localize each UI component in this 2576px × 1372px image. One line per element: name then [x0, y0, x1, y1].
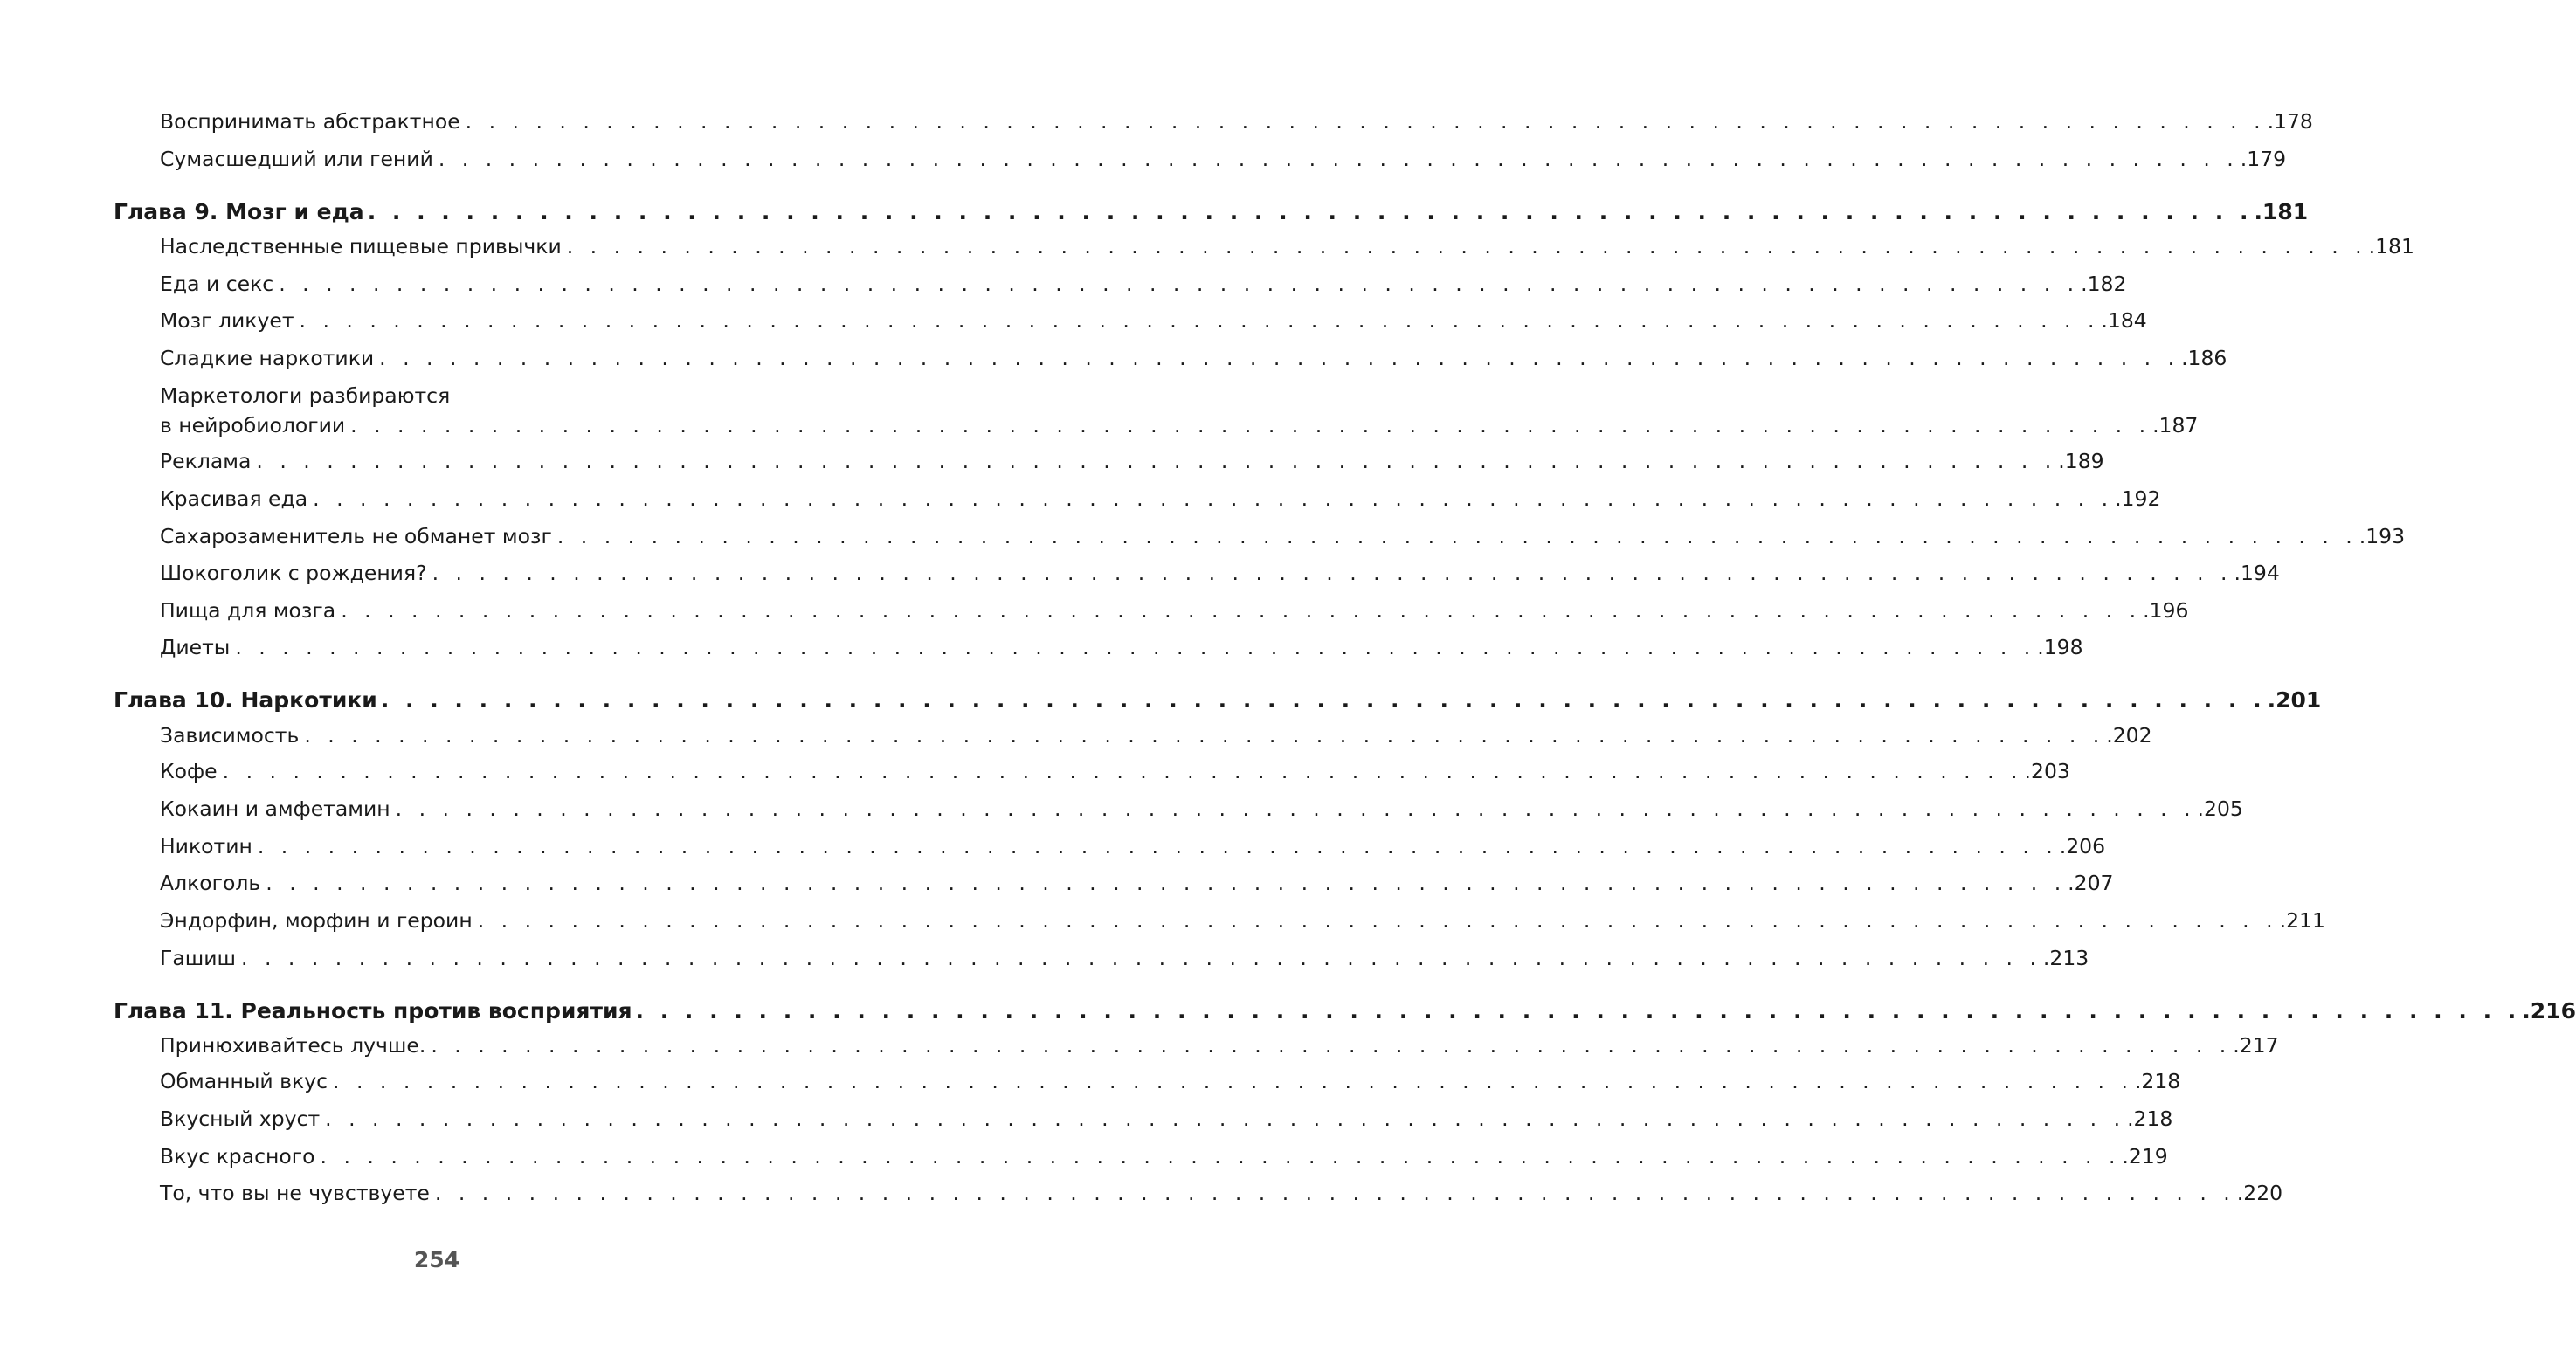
toc-entry-title: Зависимость: [160, 723, 300, 748]
dot-leader: . . . . . . . . . . . . . . . . . . . . . . . . . . . . . . . . . . . . . . . . . . . . . . . . . . . . . . . . . . . . . . . . . . . . . . . . . . . . .: [438, 147, 2239, 171]
toc-entry-title: Мозг ликует: [160, 308, 294, 333]
toc-entry: [160, 598, 2189, 623]
toc-page-number: .187: [2152, 413, 2199, 438]
toc-page-number: .201: [2267, 687, 2322, 713]
toc-entry-title: Диеты: [160, 635, 231, 659]
toc-page-number: .196: [2143, 598, 2189, 623]
toc-chapter-heading: [114, 998, 2576, 1024]
dot-leader: . . . . . . . . . . . . . . . . . . . . . . . . . . . . . . . . . . . . . . . . . . . . . . . . . . . . . . . . . . . . . . . . . . . . . . . . . . . . .: [266, 871, 2067, 895]
toc-page-number: .219: [2122, 1144, 2168, 1169]
dot-leader: . . . . . . . . . . . . . . . . . . . . . . . . . . . . . . . . . . . . . . . . . . . . . . . . . . . . . . . . . . . . . . . . . . . . . . . . . . . . .: [333, 1069, 2133, 1093]
toc-entry-title: Гашиш: [160, 946, 237, 970]
toc-entry: [160, 308, 2147, 333]
toc-entry: [160, 272, 2127, 296]
toc-page-number: .181: [2368, 234, 2414, 259]
dot-leader: . . . . . . . . . . . . . . . . . . . . . . . . . . . . . . . . . . . . . . . . . . . . . . . . . . . . . . . . . . . . . . . . . . . . . . . . . . . . .: [367, 199, 2253, 224]
dot-leader: . . . . . . . . . . . . . . . . . . . . . . . . . . . . . . . . . . . . . . . . . . . . . . . . . . . . . . . . . . . . . . . . . . . . . . . . . . . . .: [379, 346, 2180, 370]
toc-entry-title: Воспринимать абстрактное: [160, 109, 460, 134]
toc-entry-title: Алкоголь: [160, 871, 261, 895]
toc-entry: [160, 234, 2414, 259]
dot-leader: . . . . . . . . . . . . . . . . . . . . . . . . . . . . . . . . . . . . . . . . . . . . . . . . . . . . . . . . . . . . . . . . . . . . . . . . . . . . .: [279, 272, 2080, 296]
toc-page-number: .220: [2236, 1181, 2283, 1205]
toc-entry: [160, 524, 2406, 548]
toc-page-number: .193: [2358, 524, 2406, 548]
dot-leader: . . . . . . . . . . . . . . . . . . . . . . . . . . . . . . . . . . . . . . . . . . . . . . . . . . . . . . . . . . . . . . . . . . . . . . . . . . . . .: [235, 635, 2036, 659]
toc-page-number: .178: [2267, 109, 2313, 134]
toc-entry-title: Глава 11. Реальность против восприятия: [114, 998, 632, 1024]
dot-leader: . . . . . . . . . . . . . . . . . . . . . . . . . . . . . . . . . . . . . . . . . . . . . . . . . . . . . . . . . . . . . . . . . . . . . . . . . . . . .: [380, 687, 2266, 713]
toc-entry-title: Еда и секс: [160, 272, 274, 296]
toc-page-number: .179: [2240, 147, 2287, 171]
toc-page-number: .189: [2058, 449, 2104, 473]
dot-leader: . . . . . . . . . . . . . . . . . . . . . . . . . . . . . . . . . . . . . . . . . . . . . . . . . . . . . . . . . . . . . . . . . . . . . . . . . . . . .: [222, 759, 2023, 783]
toc-entry: [160, 946, 2089, 970]
toc-entry: [160, 147, 2287, 171]
dot-leader: . . . . . . . . . . . . . . . . . . . . . . . . . . . . . . . . . . . . . . . . . . . . . . . . . . . . . . . . . . . . . . . . . . . . . . . . . . . . .: [257, 834, 2058, 858]
toc-page-number: .216: [2522, 998, 2576, 1024]
toc-page-number: .206: [2059, 834, 2106, 858]
toc-page-number: .205: [2197, 796, 2243, 821]
toc-entry: [160, 635, 2083, 659]
dot-leader: . . . . . . . . . . . . . . . . . . . . . . . . . . . . . . . . . . . . . . . . . . . . . . . . . . . . . . . . . . . . . . . . . . . . . . . . . . . . .: [465, 109, 2266, 134]
toc-entry-title: Эндорфин, морфин и героин: [160, 908, 473, 933]
toc-page-number: .186: [2181, 346, 2227, 370]
toc-entry: [160, 908, 2325, 933]
toc-entry-title: Никотин: [160, 834, 252, 858]
toc-entry: [160, 1069, 2181, 1093]
dot-leader: . . . . . . . . . . . . . . . . . . . . . . . . . . . . . . . . . . . . . . . . . . . . . . . . . . . . . . . . . . . . . . . . . . . . . . . . . . . . .: [556, 524, 2358, 548]
toc-entry: [160, 1144, 2168, 1169]
toc-entry: [160, 759, 2070, 783]
dot-leader: . . . . . . . . . . . . . . . . . . . . . . . . . . . . . . . . . . . . . . . . . . . . . . . . . . . . . . . . . . . . . . . . . . . . . . . . . . . . .: [256, 449, 2057, 473]
toc-entry: [160, 723, 2152, 748]
toc-entry-title: Пища для мозга: [160, 598, 336, 623]
toc-entry: [160, 486, 2161, 511]
toc-page-number: .218: [2134, 1069, 2181, 1093]
toc-entry: [160, 413, 2199, 438]
toc-entry-title: Реклама: [160, 449, 252, 473]
toc-page-number: .192: [2115, 486, 2161, 511]
dot-leader: . . . . . . . . . . . . . . . . . . . . . . . . . . . . . . . . . . . . . . . . . . . . . . . . . . . . . . . . . . . . . . . . . . . . . . . . . . . . .: [434, 1181, 2235, 1205]
toc-entry: [160, 1181, 2283, 1205]
toc-page-number: .198: [2037, 635, 2083, 659]
toc-entry-title: Шокоголик с рождения?: [160, 561, 427, 585]
dot-leader: . . . . . . . . . . . . . . . . . . . . . . . . . . . . . . . . . . . . . . . . . . . . . . . . . . . . . . . . . . . . . . . . . . . . . . . . . . . . .: [477, 908, 2278, 933]
toc-chapter-heading: [114, 199, 2309, 224]
toc-entry-title: Глава 9. Мозг и еда: [114, 199, 364, 224]
toc-entry-title: Глава 10. Наркотики: [114, 687, 377, 713]
toc-entry: [160, 871, 2114, 895]
toc-entry-title: Наследственные пищевые привычки: [160, 234, 562, 259]
toc-chapter-heading: [114, 687, 2322, 713]
page-number: 254: [413, 1247, 460, 1272]
toc-entry-title: Принюхивайтесь лучше.: [160, 1033, 426, 1058]
toc-entry-title: в нейробиологии: [160, 413, 346, 438]
toc-entry-title: Сладкие наркотики: [160, 346, 375, 370]
toc-page-number: .194: [2234, 561, 2280, 585]
dot-leader: . . . . . . . . . . . . . . . . . . . . . . . . . . . . . . . . . . . . . . . . . . . . . . . . . . . . . . . . . . . . . . . . . . . . . . . . . . . . .: [395, 796, 2196, 821]
toc-page-number: .184: [2101, 308, 2147, 333]
toc-page-number: .217: [2233, 1033, 2279, 1058]
dot-leader: . . . . . . . . . . . . . . . . . . . . . . . . . . . . . . . . . . . . . . . . . . . . . . . . . . . . . . . . . . . . . . . . . . . . . . . . . . . . .: [432, 561, 2233, 585]
dot-leader: . . . . . . . . . . . . . . . . . . . . . . . . . . . . . . . . . . . . . . . . . . . . . . . . . . . . . . . . . . . . . . . . . . . . . . . . . . . . .: [431, 1033, 2232, 1058]
toc-page-number: .202: [2106, 723, 2152, 748]
dot-leader: . . . . . . . . . . . . . . . . . . . . . . . . . . . . . . . . . . . . . . . . . . . . . . . . . . . . . . . . . . . . . . . . . . . . . . . . . . . . .: [320, 1144, 2121, 1169]
toc-page-number: .181: [2254, 199, 2309, 224]
toc-entry: [160, 834, 2106, 858]
toc-entry-title: Вкус красного: [160, 1144, 315, 1169]
toc-entry-title: Маркетологи разбираются: [160, 383, 451, 408]
toc-page-number: .218: [2127, 1107, 2173, 1131]
toc-page-number: .213: [2042, 946, 2089, 970]
dot-leader: . . . . . . . . . . . . . . . . . . . . . . . . . . . . . . . . . . . . . . . . . . . . . . . . . . . . . . . . . . . . . . . . . . . . . . . . . . . . .: [304, 723, 2105, 748]
dot-leader: . . . . . . . . . . . . . . . . . . . . . . . . . . . . . . . . . . . . . . . . . . . . . . . . . . . . . . . . . . . . . . . . . . . . . . . . . . . . .: [241, 946, 2041, 970]
dot-leader: . . . . . . . . . . . . . . . . . . . . . . . . . . . . . . . . . . . . . . . . . . . . . . . . . . . . . . . . . . . . . . . . . . . . . . . . . . . . .: [325, 1107, 2126, 1131]
toc-entry-title: Кокаин и амфетамин: [160, 796, 390, 821]
toc-page-number: .203: [2024, 759, 2070, 783]
toc-page-number: .207: [2068, 871, 2114, 895]
toc-entry-title: Обманный вкус: [160, 1069, 328, 1093]
toc-entry-title: Кофе: [160, 759, 218, 783]
dot-leader: . . . . . . . . . . . . . . . . . . . . . . . . . . . . . . . . . . . . . . . . . . . . . . . . . . . . . . . . . . . . . . . . . . . . . . . . . . . . .: [566, 234, 2367, 259]
toc-entry: [160, 1033, 2279, 1058]
toc-entry: [160, 561, 2280, 585]
toc-entry: [160, 346, 2227, 370]
toc-entry-title: Вкусный хруст: [160, 1107, 321, 1131]
toc-entry: [160, 1107, 2173, 1131]
toc-entry: [160, 796, 2243, 821]
dot-leader: . . . . . . . . . . . . . . . . . . . . . . . . . . . . . . . . . . . . . . . . . . . . . . . . . . . . . . . . . . . . . . . . . . . . . . . . . . . . .: [299, 308, 2100, 333]
dot-leader: . . . . . . . . . . . . . . . . . . . . . . . . . . . . . . . . . . . . . . . . . . . . . . . . . . . . . . . . . . . . . . . . . . . . . . . . . . . . .: [313, 486, 2114, 511]
toc-entry-title: Сумасшедший или гений: [160, 147, 433, 171]
toc-page-number: .182: [2081, 272, 2127, 296]
toc-entry: [160, 449, 2104, 473]
toc-page-number: .211: [2279, 908, 2325, 933]
toc-entry-title: Сахарозаменитель не обманет мозг: [160, 524, 552, 548]
toc-entry: [160, 383, 745, 408]
toc-entry-title: То, что вы не чувствуете: [160, 1181, 430, 1205]
dot-leader: . . . . . . . . . . . . . . . . . . . . . . . . . . . . . . . . . . . . . . . . . . . . . . . . . . . . . . . . . . . . . . . . . . . . . . . . . . . . .: [341, 598, 2142, 623]
toc-entry-title: Красивая еда: [160, 486, 308, 511]
dot-leader: . . . . . . . . . . . . . . . . . . . . . . . . . . . . . . . . . . . . . . . . . . . . . . . . . . . . . . . . . . . . . . . . . . . . . . . . . . . . .: [635, 998, 2521, 1024]
toc-entry: [160, 109, 2313, 134]
dot-leader: . . . . . . . . . . . . . . . . . . . . . . . . . . . . . . . . . . . . . . . . . . . . . . . . . . . . . . . . . . . . . . . . . . . . . . . . . . . . .: [350, 413, 2151, 438]
